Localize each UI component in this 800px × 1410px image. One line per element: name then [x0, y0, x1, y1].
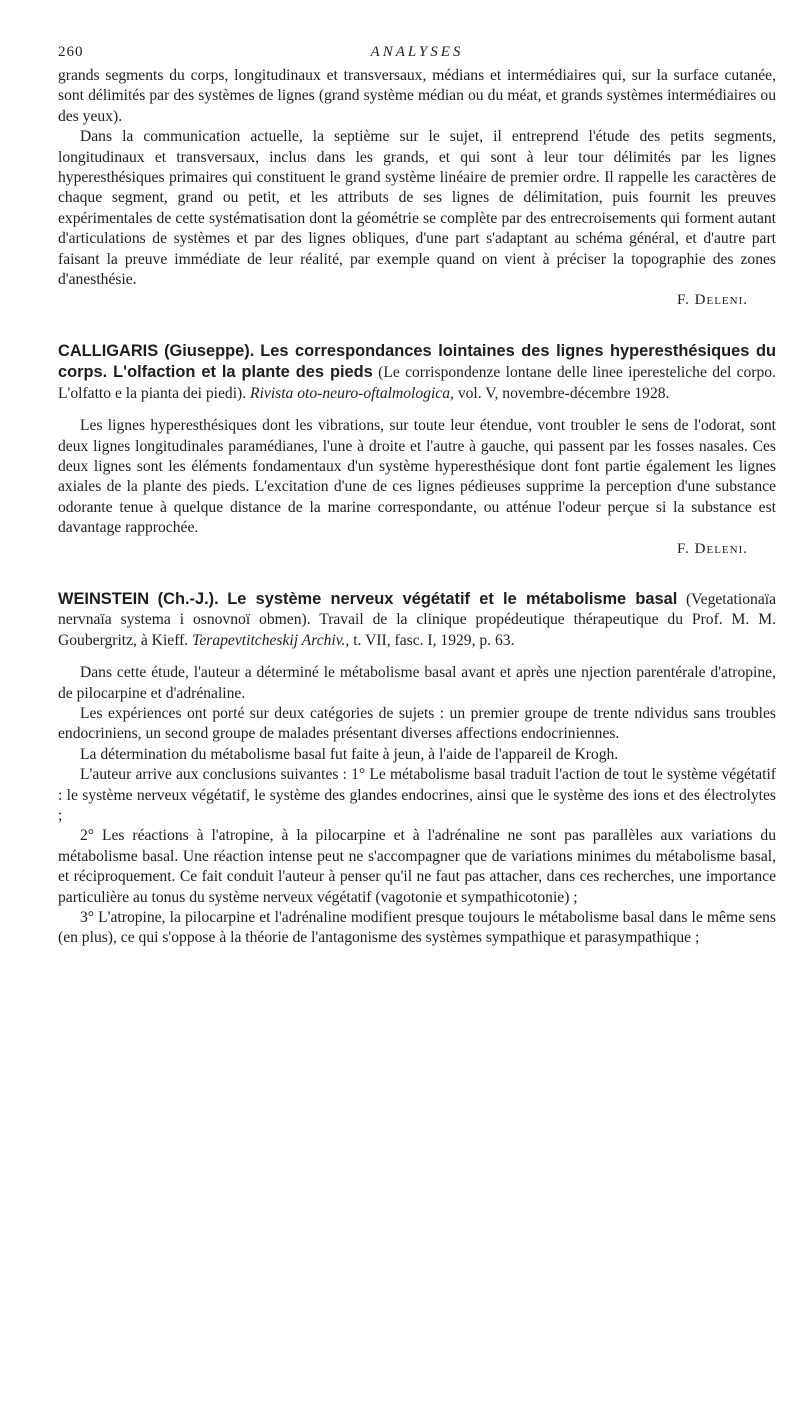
review-original-title: (Vegetationaïa nervnaïa systema i osnovnoï obmen). Travail de la clinique propédeutique thérapeutique du Prof. M. M. Goubergritz, à Kieff.: [58, 590, 776, 649]
review-author-detail: (Giuseppe).: [164, 341, 255, 360]
paragraph: Les lignes hyperesthésiques dont les vibrations, sur toute leur étendue, vont troubler le sens de l'odorat, sont deux lignes longitudinales paramédianes, l'une à droite et l'autre à gauche, qui passent par les fosses nasales. Ces deux lignes sont les éléments fondamentaux d'un système hyperesthésique dont font partie également les lignes axiales de la plante des pieds. L'excitation d'une de ces lignes pédieuses supprime la perception d'une substance odorante tenue à quelque distance de la marine correspondante, ou atténue l'odeur perçue si la substance est davantage rapprochée.: [58, 417, 776, 537]
signature: F. Deleni.: [677, 292, 748, 309]
review-journal: Rivista oto-neuro-oftalmologica,: [250, 384, 454, 402]
page-number: 260: [58, 44, 84, 60]
running-title: ANALYSES: [370, 44, 464, 60]
review-title: Les correspondances lointaines des lignes hyperesthésiques du corps. L'olfaction et la plante des pieds: [58, 341, 776, 382]
paragraph: Dans cette étude, l'auteur a déterminé le métabolisme basal avant et après une njection parentérale d'atropine, de pilocarpine et d'adrénaline.: [58, 664, 776, 702]
paragraph: Dans la communication actuelle, la septième sur le sujet, il entreprend l'étude des petits segments, longitudinaux et transversaux, inclus dans les grands, et qui sont à leur tour délimités par les lignes hyperesthésiques primaires qui constituent le grand système linéaire de premier ordre. Il rappelle les caractères de chaque segment, grand ou petit, et les attributs de ses lignes de délimitation, puis fournit les preuves expérimentales de cette systématisation dont la géométrie se complète par des entrecroisements qui forment autant d'articulations de systèmes et par des lignes obliques, d'une part s'adaptant au schéma général, et d'autre part faisant la preuve immédiate de leur réalité, par exemple quand on vient à préciser la topographie des zones d'anesthésie.: [58, 128, 776, 289]
review-author-detail: (Ch.-J.).: [157, 589, 219, 608]
signature: F. Deleni.: [677, 540, 748, 557]
review-calligaris: [58, 341, 776, 559]
paragraph: grands segments du corps, longitudinaux et transversaux, médians et intermédiaires qui, sur la surface cutanée, sont délimités par des systèmes de lignes (grand système médian ou du méat, et grands systèmes intermédiaires ou des yeux).: [58, 67, 776, 125]
paragraph: 3° L'atropine, la pilocarpine et l'adrénaline modifient presque toujours le métabolisme basal dans le même sens (en plus), ce qui s'oppose à la théorie de l'antagonisme des systèmes sympathique et parasympathique ;: [58, 909, 776, 947]
review-heading: [58, 589, 776, 651]
review-heading: [58, 341, 776, 404]
paragraph: La détermination du métabolisme basal fut faite à jeun, à l'aide de l'appareil de Krogh.: [80, 745, 619, 763]
review-title: Le système nerveux végétatif et le métabolisme basal: [227, 589, 678, 608]
paragraph: 2° Les réactions à l'atropine, à la pilocarpine et à l'adrénaline ne sont pas parallèles aux variations du métabolisme basal. Une réaction intense peut ne s'accompagner que de variations minimes du métabolisme basal, et réciproquement. Ce fait conduit l'auteur à penser qu'il ne faut pas attacher, dans ces recherches, une importance particulière au tonus du système nerveux végétatif (vagotonie et sympathicotonie) ;: [58, 827, 776, 906]
review-weinstein: [58, 589, 776, 949]
review-citation: vol. V, novembre-décembre 1928.: [457, 384, 670, 402]
review-citation: t. VII, fasc. I, 1929, p. 63.: [353, 631, 515, 649]
review-original-title: (Le corrispondenze lontane delle linee iperesteliche del corpo. L'olfatto e la pianta dei piedi).: [58, 364, 776, 402]
running-header: [58, 44, 776, 66]
review-journal: Terapevtitcheskij Archiv.,: [192, 631, 350, 649]
review-author: WEINSTEIN: [58, 589, 150, 608]
review-continuation: [58, 66, 776, 311]
paragraph: L'auteur arrive aux conclusions suivantes : 1° Le métabolisme basal traduit l'action de tout le système végétatif : le système nerveux végétatif, le système des glandes endocrines, ainsi que le système des ions et des électrolytes ;: [58, 766, 776, 824]
review-author: CALLIGARIS: [58, 341, 159, 360]
paragraph: Les expériences ont porté sur deux catégories de sujets : un premier groupe de trente ndividus sans troubles endocriniens, un second groupe de malades présentant diverses affections endocriniennes.: [58, 704, 776, 743]
